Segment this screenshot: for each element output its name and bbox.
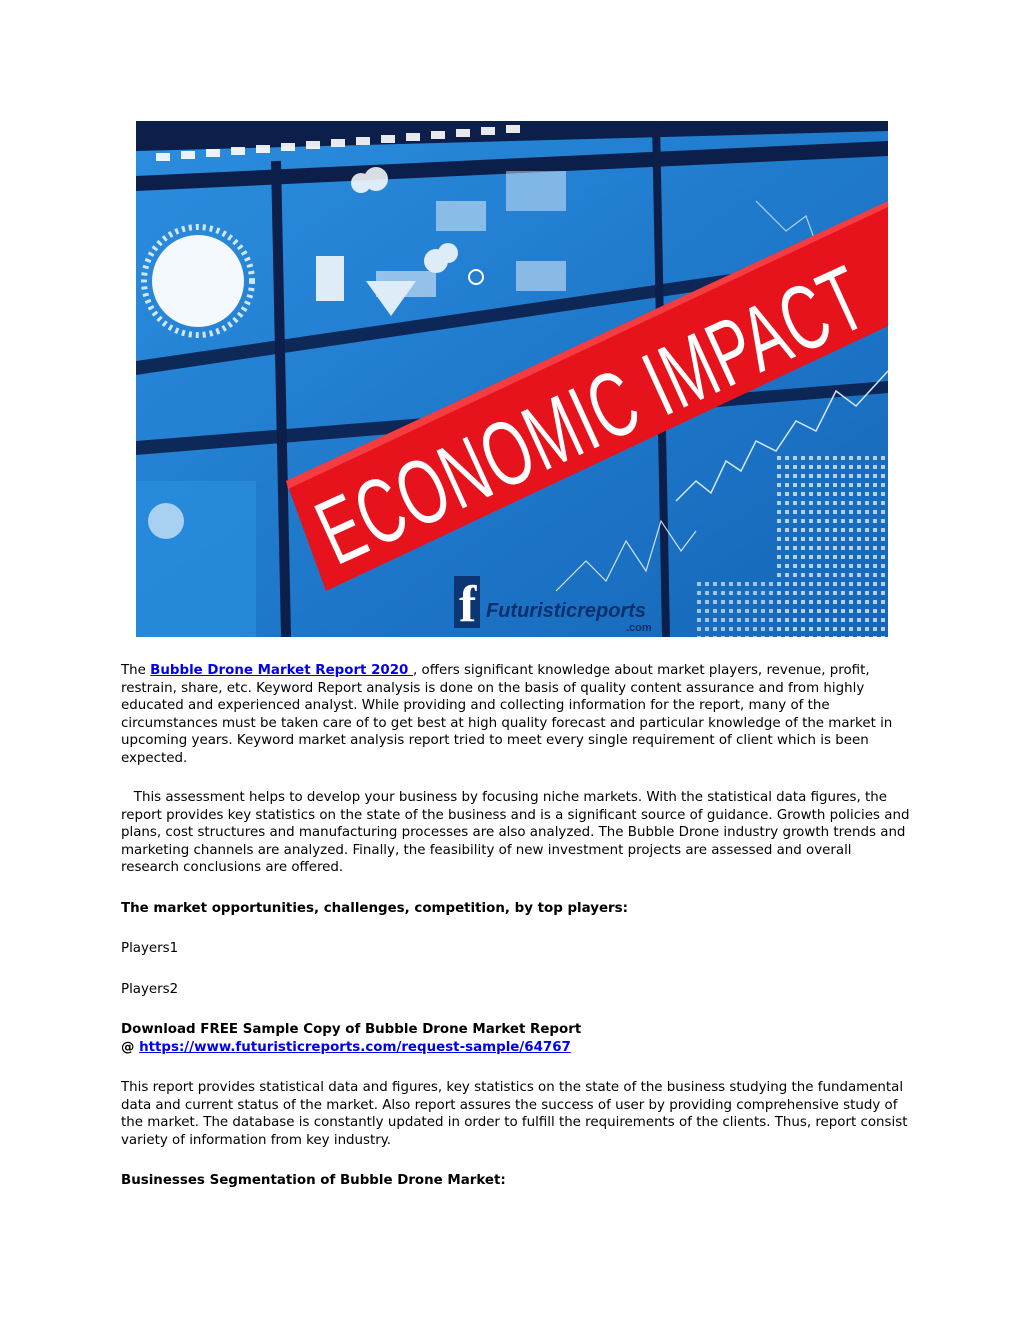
- statistics-paragraph: This report provides statistical data and figures, key statistics on the state of the business studying the fundamental data and current status of the market. Also report assures the success of user by providing comprehensive study of the market. The database is constantly updated in order to fulfill the requirements of the clients. Thus, report consist variety of information from key industry.: [121, 1080, 908, 1148]
- logo-text: Futuristicreports: [486, 600, 647, 622]
- svg-text:f: f: [459, 576, 477, 633]
- player-item: Players2: [121, 982, 179, 997]
- intro-paragraph: [121, 662, 911, 767]
- intro-text: , offers significant knowledge about market players, revenue, profit, restrain, share, etc. Keyword Report analysis is done on the basis of quality content assurance and from highly educated and experienced analyst. While providing and collecting information for the report, many of the circumstances must be taken care of to get best at high quality forecast and particular knowledge of the market in upcoming years. Keyword market analysis report tried to meet every single requirement of client which is been expected.: [121, 663, 893, 766]
- download-sample-label: Download FREE Sample Copy of Bubble Drone Market Report: [121, 1022, 582, 1037]
- assessment-text: This assessment helps to develop your business by focusing niche markets. With the statistical data figures, the report provides key statistics on the state of the business and is a significant source of guidance. Growth policies and plans, cost structures and manufacturing processes are also analyzed. The Bubble Drone industry growth trends and marketing channels are analyzed. Finally, the feasibility of new investment projects are assessed and overall research conclusions are offered.: [121, 790, 914, 875]
- economic-impact-illustration: [136, 121, 888, 637]
- player-item: Players1: [121, 941, 179, 956]
- logo-domain: .com: [626, 622, 652, 634]
- assessment-paragraph: [121, 789, 914, 877]
- report-title-link[interactable]: Bubble Drone Market Report 2020: [150, 663, 414, 678]
- download-sample-block: [121, 1021, 911, 1056]
- download-at-sign: @: [121, 1039, 140, 1055]
- request-sample-link[interactable]: https://www.futuristicreports.com/request-sample/64767: [139, 1039, 571, 1055]
- segmentation-heading: Businesses Segmentation of Bubble Drone Market:: [121, 1173, 506, 1188]
- intro-prefix: The: [121, 663, 151, 678]
- opportunities-heading: The market opportunities, challenges, competition, by top players:: [121, 901, 628, 916]
- hero-image: [136, 121, 888, 637]
